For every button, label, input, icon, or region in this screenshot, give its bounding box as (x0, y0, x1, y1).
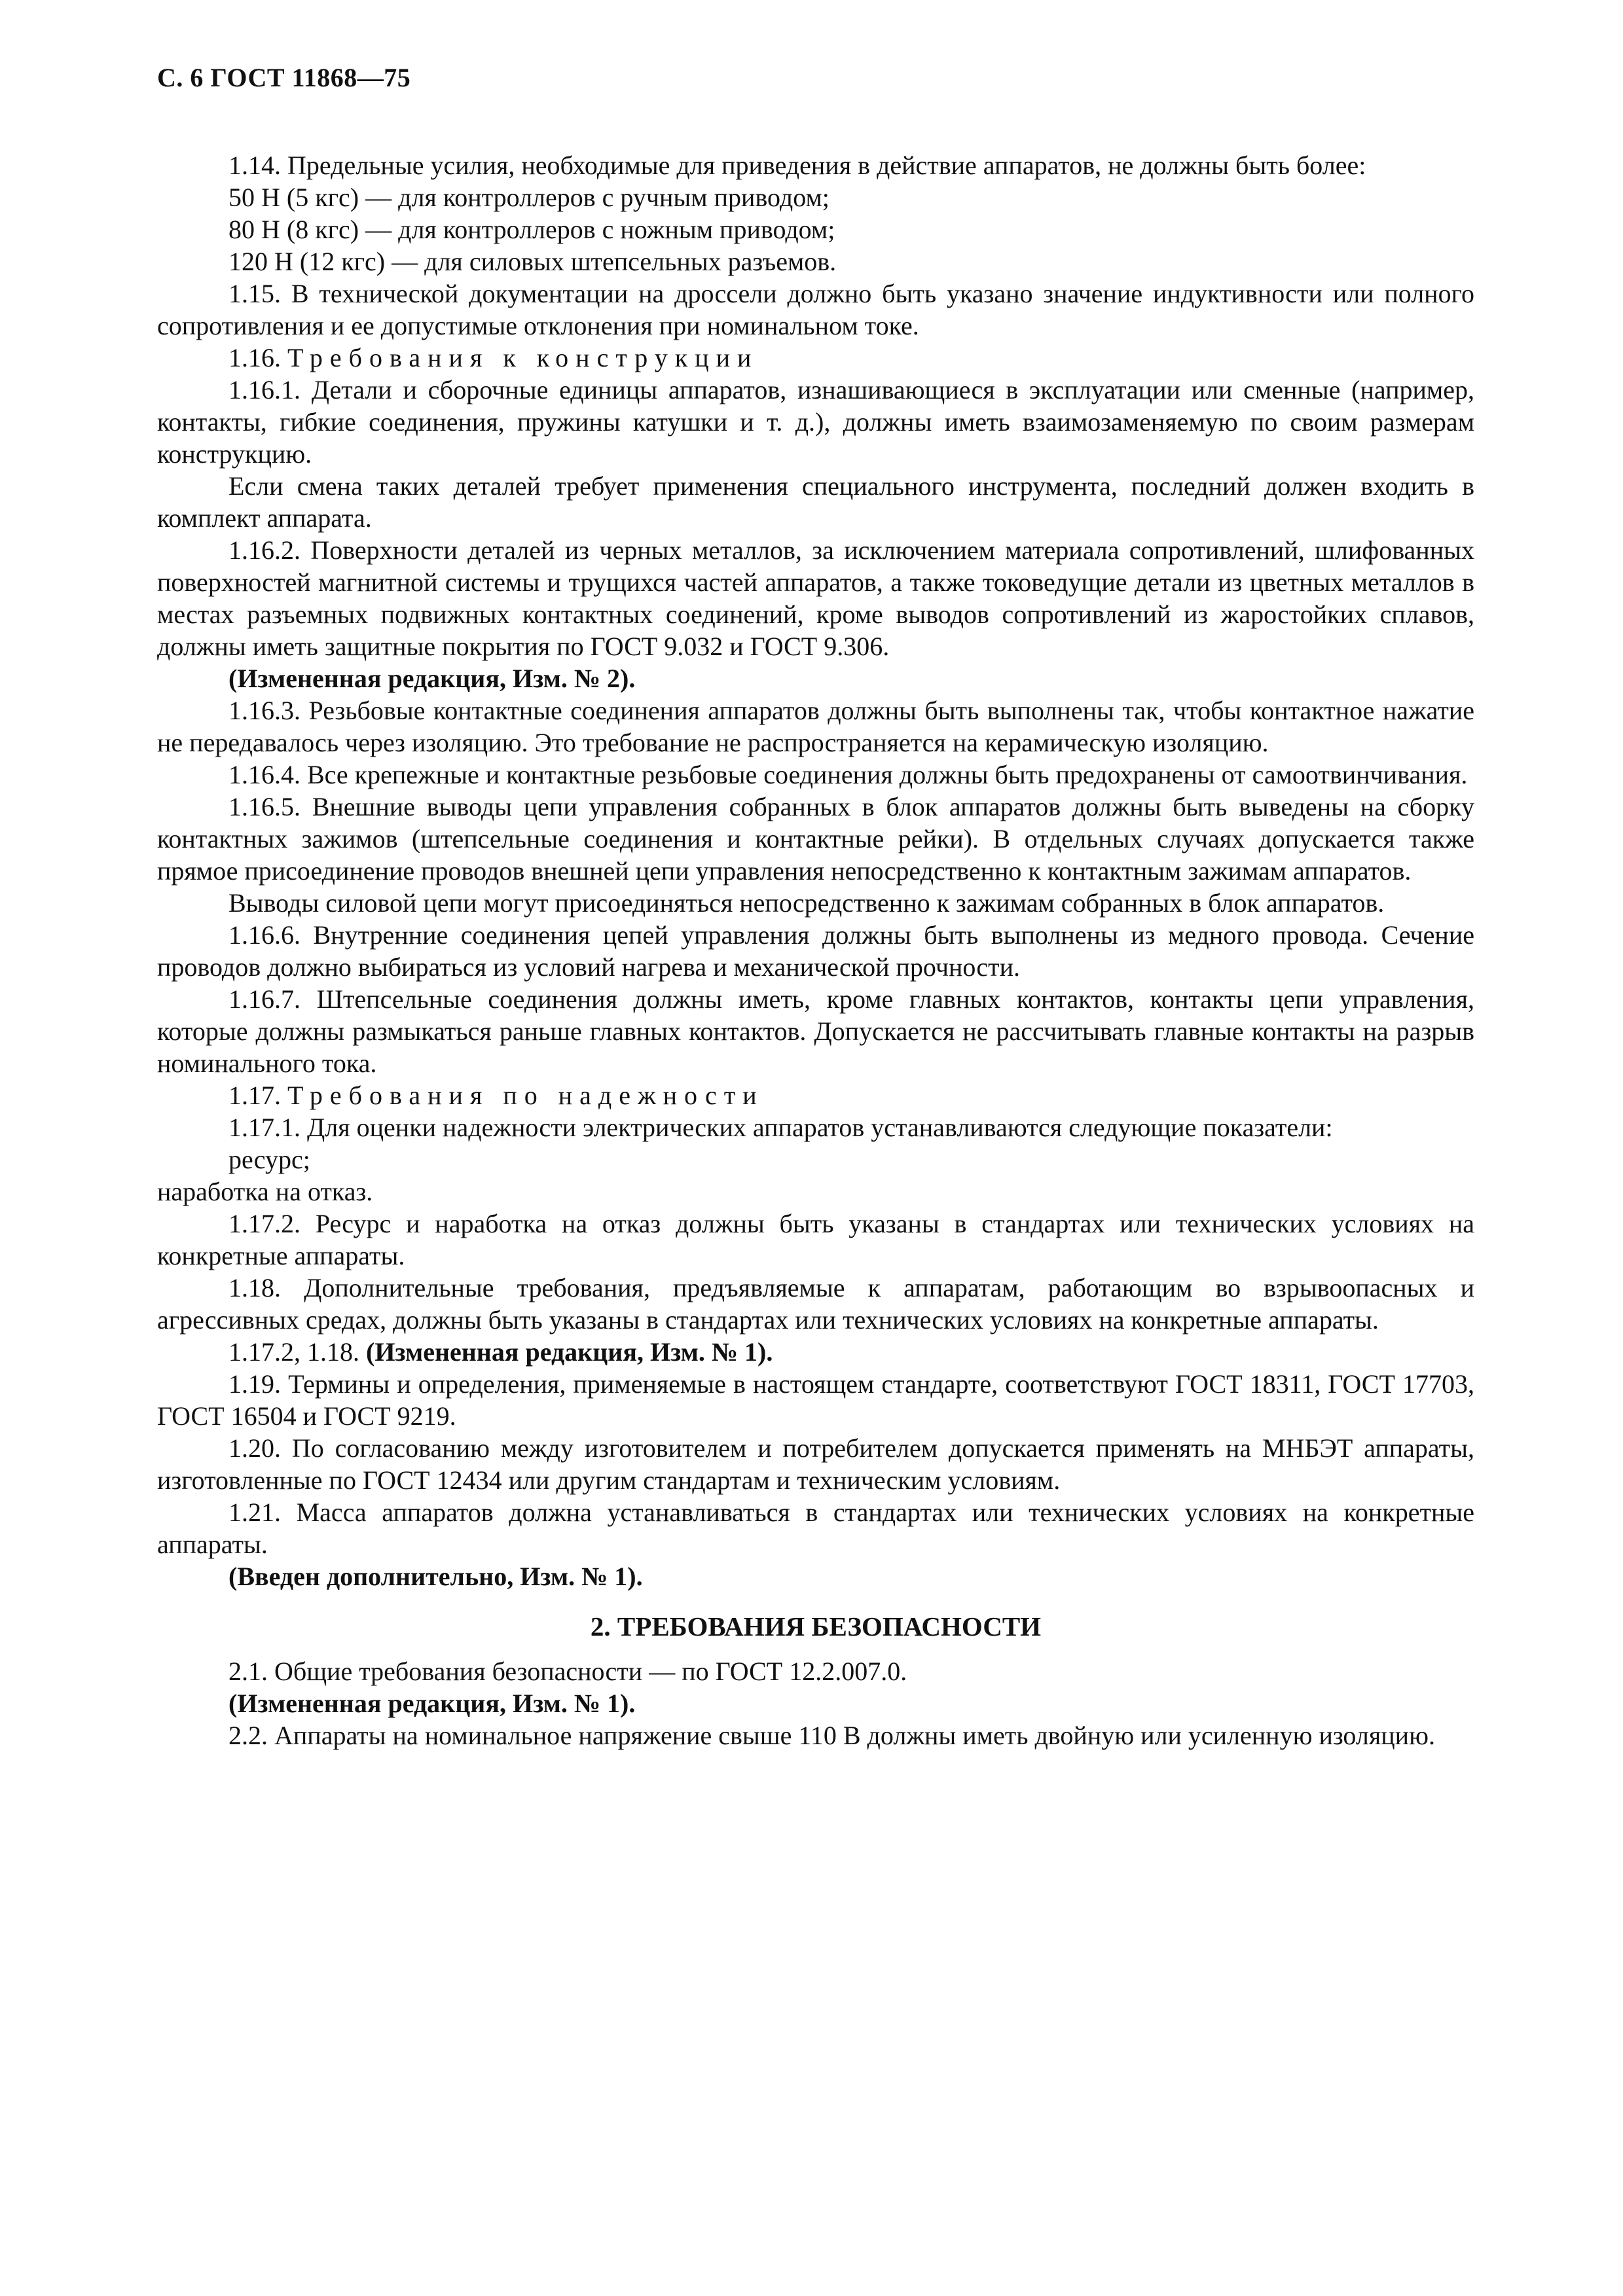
paragraph: 1.16.1. Детали и сборочные единицы аппаратов, изнашивающиеся в эксплуатации или сменные (например, контакты, гибкие соединения, пружины катушки и т. д.), должны иметь взаимозаменяемую по своим размерам конструкцию. (157, 375, 1474, 469)
subsection-number: 1.17. (228, 1081, 281, 1110)
paragraph: 1.18. Дополнительные требования, предъявляемые к аппаратам, работающим во взрывоопасных и агрессивных средах, должны быть указаны в стандартах или технических условиях на конкретные аппараты. (157, 1273, 1474, 1335)
paragraph: 1.16.6. Внутренние соединения цепей управления должны быть выполнены из медного провода. Сечение проводов должно выбираться из условий нагрева и механической прочности. (157, 920, 1474, 982)
paragraph: 120 Н (12 кгс) — для силовых штепсельных разъемов. (228, 247, 837, 276)
paragraph: 1.20. По согласованию между изготовителем и потребителем допускается применять на МНБЭТ аппараты, изготовленные по ГОСТ 12434 или другим стандартам и техническим условиям. (157, 1433, 1474, 1495)
amendment-text: (Измененная редакция, Изм. № 1). (366, 1337, 773, 1367)
paragraph: 1.21. Масса аппаратов должна устанавливаться в стандартах или технических условиях на конкретные аппараты. (157, 1498, 1474, 1559)
paragraph: 80 Н (8 кгс) — для контроллеров с ножным приводом; (228, 215, 835, 244)
paragraph: 1.16.2. Поверхности деталей из черных металлов, за исключением материала сопротивлений, шлифованных поверхностей магнитной системы и трущихся частей аппаратов, а также токоведущие детали из цветных металлов в местах разъемных подвижных контактных соединений, кроме выводов сопротивлений из жаростойких сплавов, должны иметь защитные покрытия по ГОСТ 9.032 и ГОСТ 9.306. (157, 535, 1474, 661)
paragraph: ресурс; (228, 1145, 310, 1174)
amendment-note (157, 1336, 1474, 1368)
subsection-title: Требования по надежности (287, 1081, 764, 1110)
paragraph: 1.16.4. Все крепежные и контактные резьбовые соединения должны быть предохранены от самоотвинчивания. (228, 760, 1468, 789)
paragraph: 1.16.3. Резьбовые контактные соединения аппаратов должны быть выполнены так, чтобы контактное нажатие не передавалось через изоляцию. Это требование не распространяется на керамическую изоляцию. (157, 696, 1474, 757)
page-header: С. 6 ГОСТ 11868—75 (157, 63, 411, 92)
amendment-note: (Измененная редакция, Изм. № 1). (228, 1689, 636, 1718)
paragraph: 1.14. Предельные усилия, необходимые для приведения в действие аппаратов, не должны быть более: (228, 151, 1366, 180)
paragraph: Если смена таких деталей требует применения специального инструмента, последний должен входить в комплект аппарата. (157, 471, 1474, 533)
document-body (157, 149, 1474, 1751)
amendment-note: (Введен дополнительно, Изм. № 1). (228, 1562, 643, 1591)
paragraph: 1.17.2. Ресурс и наработка на отказ должны быть указаны в стандартах или технических условиях на конкретные аппараты. (157, 1209, 1474, 1270)
paragraph: 1.19. Термины и определения, применяемые в настоящем стандарте, соответствуют ГОСТ 18311, ГОСТ 17703, ГОСТ 16504 и ГОСТ 9219. (157, 1369, 1474, 1431)
subsection-number: 1.16. (228, 343, 281, 372)
paragraph: 2.2. Аппараты на номинальное напряжение свыше 110 В должны иметь двойную или усиленную изоляцию. (228, 1721, 1435, 1750)
paragraph: 1.16.7. Штепсельные соединения должны иметь, кроме главных контактов, контакты цепи управления, которые должны размыкаться раньше главных контактов. Допускается не рассчитывать главные контакты на разрыв номинального тока. (157, 984, 1474, 1078)
subsection-heading (157, 342, 1474, 374)
subsection-title: Требования к конструкции (287, 343, 759, 372)
section-title: 2. ТРЕБОВАНИЯ БЕЗОПАСНОСТИ (590, 1611, 1042, 1641)
amendment-note: (Измененная редакция, Изм. № 2). (228, 664, 636, 693)
paragraph: Выводы силовой цепи могут присоединяться непосредственно к зажимам собранных в блок аппаратов. (228, 888, 1385, 918)
paragraph: 1.15. В технической документации на дроссели должно быть указано значение индуктивности или полного сопротивления и ее допустимые отклонения при номинальном токе. (157, 279, 1474, 340)
amendment-clauses: 1.17.2, 1.18. (228, 1337, 359, 1367)
subsection-heading (157, 1079, 1474, 1111)
paragraph: наработка на отказ. (157, 1177, 373, 1206)
paragraph: 50 Н (5 кгс) — для контроллеров с ручным приводом; (228, 183, 830, 212)
paragraph: 2.1. Общие требования безопасности — по ГОСТ 12.2.007.0. (228, 1657, 907, 1686)
paragraph: 1.17.1. Для оценки надежности электрических аппаратов устанавливаются следующие показатели: (228, 1113, 1333, 1142)
paragraph: 1.16.5. Внешние выводы цепи управления собранных в блок аппаратов должны быть выведены на сборку контактных зажимов (штепсельные соединения и контактные рейки). В отдельных случаях допускается также прямое присоединение проводов внешней цепи управления непосредственно к контактным зажимам аппаратов. (157, 792, 1474, 886)
